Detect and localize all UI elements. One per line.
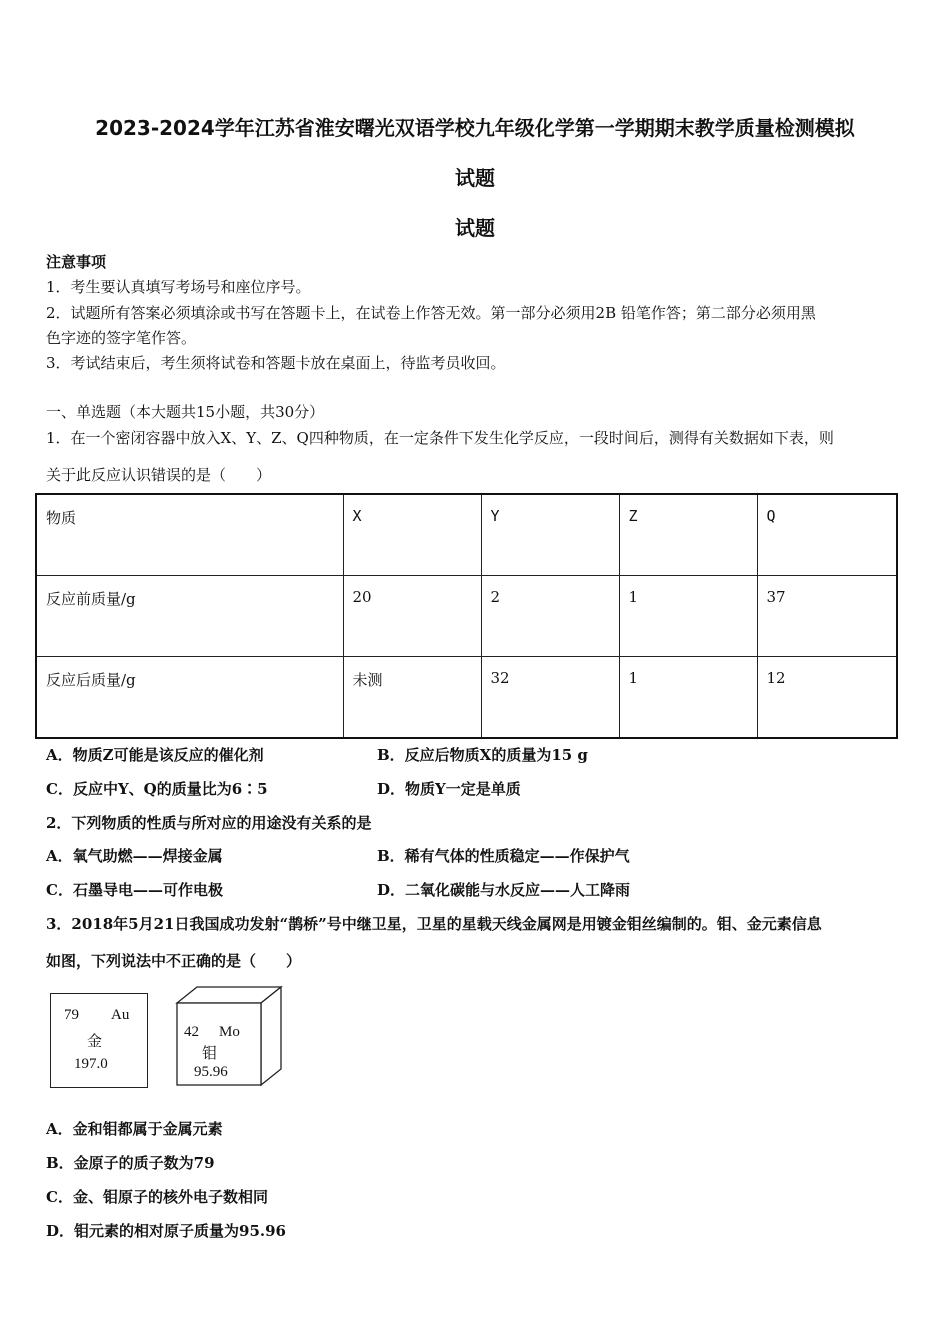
table-cell: Y xyxy=(481,494,619,576)
table-cell: 37 xyxy=(757,576,897,657)
table-cell: Q xyxy=(757,494,897,576)
table-row xyxy=(36,576,897,657)
q1-option-a: A．物质Z可能是该反应的催化剂 xyxy=(46,746,264,764)
table-row xyxy=(36,494,897,576)
notice-item-3: 3．考试结束后，考生须将试卷和答题卡放在桌面上，待监考员收回。 xyxy=(46,354,506,372)
table-cell: 物质 xyxy=(36,494,343,576)
table-cell: X xyxy=(343,494,481,576)
q1-option-b: B．反应后物质X的质量为15 g xyxy=(377,746,588,764)
q1-option-c: C．反应中Y、Q的质量比为6∶5 xyxy=(46,780,268,798)
q3-stem-line1: 3．2018年5月21日我国成功发射“鹊桥”号中继卫星，卫星的星载天线金属网是用镀金钼丝编制的。钼、金元素信息 xyxy=(46,915,822,933)
q1-data-table xyxy=(35,493,898,739)
element-au-name: 金 xyxy=(87,1032,103,1050)
q3-option-b: B．金原子的质子数为79 xyxy=(46,1154,215,1172)
table-cell: 12 xyxy=(757,657,897,739)
q2-option-d: D．二氧化碳能与水反应——人工降雨 xyxy=(377,881,631,899)
q1-stem-line1: 1．在一个密闭容器中放入X、Y、Z、Q四种物质，在一定条件下发生化学反应，一段时间后，测得有关数据如下表，则 xyxy=(46,429,834,447)
table-cell: 未测 xyxy=(343,657,481,739)
page-title: 2023-2024学年江苏省淮安曙光双语学校九年级化学第一学期期末教学质量检测模拟 xyxy=(95,116,855,140)
table-cell: Z xyxy=(619,494,757,576)
q1-stem-line2: 关于此反应认识错误的是（ ） xyxy=(46,466,272,484)
page-subtitle: 试题 xyxy=(455,216,495,240)
q1-option-d: D．物质Y一定是单质 xyxy=(377,780,521,798)
element-mo-symbol: Mo xyxy=(219,1024,240,1040)
notice-item-2-cont: 色字迹的签字笔作答。 xyxy=(46,329,197,347)
table-row xyxy=(36,657,897,739)
notice-heading: 注意事项 xyxy=(46,253,107,271)
table-cell: 32 xyxy=(481,657,619,739)
q3-option-a: A．金和钼都属于金属元素 xyxy=(46,1120,223,1138)
section-heading: 一、单选题（本大题共15小题，共30分） xyxy=(46,403,325,421)
q3-option-d: D．钼元素的相对原子质量为95.96 xyxy=(46,1222,286,1240)
q3-option-c: C．金、钼原子的核外电子数相同 xyxy=(46,1188,268,1206)
table-cell: 1 xyxy=(619,576,757,657)
table-cell: 2 xyxy=(481,576,619,657)
notice-item-1: 1．考生要认真填写考场号和座位序号。 xyxy=(46,278,311,296)
table-cell: 反应前质量/g xyxy=(36,576,343,657)
table-cell: 20 xyxy=(343,576,481,657)
notice-item-2: 2．试题所有答案必须填涂或书写在答题卡上，在试卷上作答无效。第一部分必须用2B 铅笔作答；第二部分必须用黑 xyxy=(46,304,816,322)
q2-stem: 2．下列物质的性质与所对应的用途没有关系的是 xyxy=(46,814,372,832)
page-title-line2: 试题 xyxy=(455,166,495,190)
element-au-number: 79 xyxy=(64,1007,79,1023)
element-au-mass: 197.0 xyxy=(74,1056,108,1072)
q2-option-b: B．稀有气体的性质稳定——作保护气 xyxy=(377,847,630,865)
element-au-symbol: Au xyxy=(111,1007,130,1023)
element-mo-mass: 95.96 xyxy=(194,1064,228,1080)
table-cell: 反应后质量/g xyxy=(36,657,343,739)
q3-stem-line2: 如图，下列说法中不正确的是（ ） xyxy=(46,952,302,970)
q2-option-c: C．石墨导电——可作电极 xyxy=(46,881,223,899)
table-cell: 1 xyxy=(619,657,757,739)
element-mo-name: 钼 xyxy=(202,1044,218,1062)
q2-option-a: A．氧气助燃——焊接金属 xyxy=(46,847,223,865)
element-mo-number: 42 xyxy=(184,1024,199,1040)
